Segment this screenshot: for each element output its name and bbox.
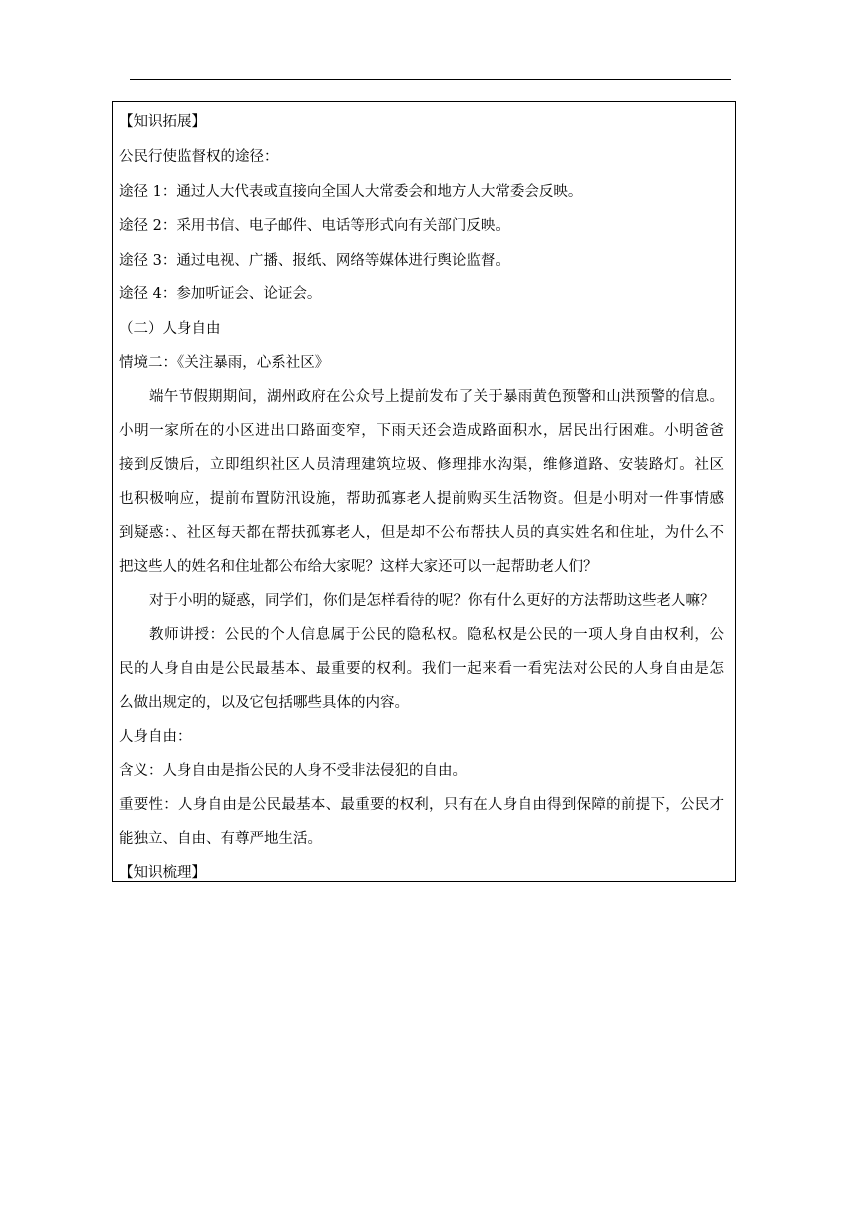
teacher-explanation-line: 民的人身自由是公民最基本、最重要的权利。我们一起来看一看宪法对公民的人身自由是怎 (119, 661, 724, 677)
discussion-question: 对于小明的疑惑，同学们，你们是怎样看待的呢？你有什么更好的方法帮助这些老人嘛？ (149, 593, 715, 609)
scenario-paragraph-line: 把这些人的姓名和住址都公布给大家呢？这样大家还可以一起帮助老人们？ (119, 559, 598, 575)
scenario-two-title: 情境二：《关注暴雨，心系社区》 (119, 355, 330, 371)
teacher-explanation-line: 教师讲授：公民的个人信息属于公民的隐私权。隐私权是公民的一项人身自由权利，公 (149, 627, 724, 643)
scenario-paragraph-line: 也积极响应，提前布置防汛设施，帮助孤寡老人提前购买生活物资。但是小明对一件事情感 (119, 491, 724, 507)
subsection-heading-personal-freedom: （二）人身自由 (119, 321, 221, 337)
section-heading-knowledge-expansion: 【知识拓展】 (119, 114, 206, 130)
scenario-paragraph-line: 到疑惑：、社区每天都在帮扶孤寡老人，但是却不公布帮扶人员的真实姓名和住址，为什么不 (119, 525, 724, 541)
personal-freedom-importance: 能独立、自由、有尊严地生活。 (119, 831, 322, 847)
header-rule (130, 79, 731, 80)
scenario-paragraph-line: 端午节假期期间，湖州政府在公众号上提前发布了关于暴雨黄色预警和山洪预警的信息。 (149, 389, 724, 405)
teacher-explanation-line: 么做出规定的，以及它包括哪些具体的内容。 (119, 695, 409, 711)
scenario-paragraph-line: 接到反馈后，立即组织社区人员清理建筑垃圾、修理排水沟渠，维修道路、安装路灯。社区 (119, 457, 724, 473)
supervision-rights-intro: 公民行使监督权的途径： (119, 149, 279, 165)
personal-freedom-importance: 重要性：人身自由是公民最基本、最重要的权利，只有在人身自由得到保障的前提下，公民才 (119, 797, 724, 813)
supervision-route-4: 途径 4：参加听证会、论证会。 (119, 286, 322, 302)
personal-freedom-meaning: 含义：人身自由是指公民的人身不受非法侵犯的自由。 (119, 763, 467, 779)
section-heading-knowledge-summary: 【知识梳理】 (119, 865, 206, 881)
scenario-paragraph-line: 小明一家所在的小区进出口路面变窄，下雨天还会造成路面积水，居民出行困难。小明爸爸 (119, 423, 724, 439)
supervision-route-2: 途径 2：采用书信、电子邮件、电话等形式向有关部门反映。 (119, 218, 510, 234)
personal-freedom-label: 人身自由： (119, 729, 192, 745)
supervision-route-1: 途径 1：通过人大代表或直接向全国人大常委会和地方人大常委会反映。 (119, 184, 583, 200)
supervision-route-3: 途径 3：通过电视、广播、报纸、网络等媒体进行舆论监督。 (119, 253, 510, 269)
